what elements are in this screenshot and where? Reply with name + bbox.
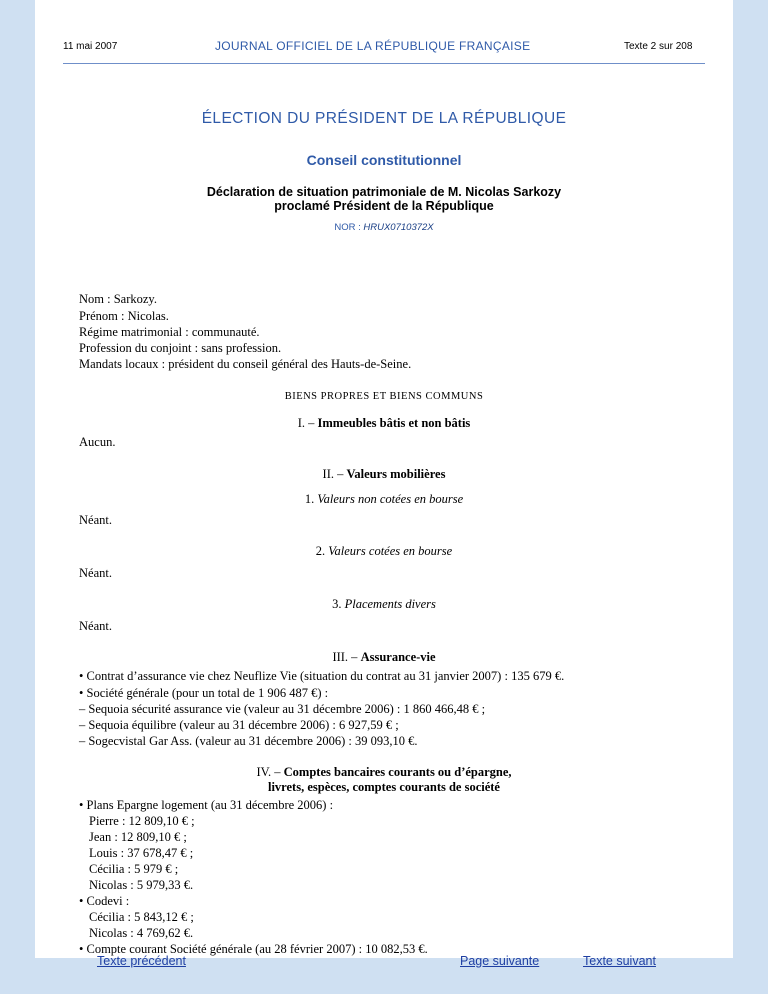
assurance-line-4: – Sequoia équilibre (valeur au 31 décembre 2006) : 6 927,59 € ; (79, 718, 399, 732)
nor-label: NOR : (334, 222, 361, 233)
section-1-number: I. – (297, 416, 315, 430)
pel-item-pierre: Pierre : 12 809,10 € ; (89, 814, 195, 828)
section-2-heading (0, 467, 768, 482)
declaration-title-line1: Déclaration de situation patrimoniale de M. Nicolas Sarkozy (206, 185, 562, 199)
subsection-3-heading (0, 597, 768, 612)
declaration-title-line2: proclamé Président de la République (274, 199, 494, 213)
section-3-title: Assurance-vie (360, 650, 436, 664)
subsection-1-heading (0, 492, 768, 507)
header-divider (63, 63, 705, 64)
section-4-heading-line1 (0, 765, 768, 780)
next-page-link[interactable]: Page suivante (460, 954, 540, 968)
pel-item-jean: Jean : 12 809,10 € ; (89, 830, 187, 844)
assurance-line-5: – Sogecvistal Gar Ass. (valeur au 31 décembre 2006) : 39 093,10 €. (79, 734, 418, 748)
codevi-item-cecilia: Cécilia : 5 843,12 € ; (89, 910, 194, 924)
subsection-1-number: 1. (304, 492, 315, 506)
section-3-number: III. – (332, 650, 358, 664)
section-1-title: Immeubles bâtis et non bâtis (317, 416, 471, 430)
subsection-2-number: 2. (315, 544, 326, 558)
subsection-3-title: Placements divers (344, 597, 436, 611)
council-title: Conseil constitutionnel (306, 152, 462, 168)
section-4-number: IV. – (256, 765, 281, 779)
pel-item-louis: Louis : 37 678,47 € ; (89, 846, 194, 860)
text-number: Texte 2 sur 208 (624, 41, 693, 52)
compte-courant-line: • Compte courant Société générale (au 28 février 2007) : 10 082,53 €. (79, 942, 428, 956)
subsection-1-body: Néant. (79, 513, 112, 527)
pel-header: • Plans Epargne logement (au 31 décembre 2006) : (79, 798, 334, 812)
assurance-line-2: • Société générale (pour un total de 1 906 487 €) : (79, 686, 329, 700)
subsection-3-number: 3. (332, 597, 342, 611)
section-2-number: II. – (322, 467, 344, 481)
identity-profession-conjoint: Profession du conjoint : sans profession. (79, 341, 282, 355)
section-4-title-line2: livrets, espèces, comptes courants de société (267, 780, 500, 794)
section-1-body: Aucun. (79, 435, 116, 449)
subsection-2-body: Néant. (79, 566, 112, 580)
assurance-line-3: – Sequoia sécurité assurance vie (valeur au 31 décembre 2006) : 1 860 466,48 € ; (79, 702, 486, 716)
identity-mandats: Mandats locaux : président du conseil général des Hauts-de-Seine. (79, 357, 412, 371)
identity-prenom: Prénom : Nicolas. (79, 309, 169, 323)
header-date: 11 mai 2007 (63, 41, 118, 52)
section-3-heading (0, 650, 768, 665)
codevi-item-nicolas: Nicolas : 4 769,62 €. (89, 926, 194, 940)
subsection-3-body: Néant. (79, 619, 112, 633)
codevi-header: • Codevi : (79, 894, 130, 908)
identity-nom: Nom : Sarkozy. (79, 292, 157, 306)
section-4-title-line1: Comptes bancaires courants ou d’épargne, (283, 765, 512, 779)
subsection-2-title: Valeurs cotées en bourse (328, 544, 453, 558)
nor-code: HRUX0710372X (363, 222, 434, 233)
pel-item-nicolas: Nicolas : 5 979,33 €. (89, 878, 194, 892)
identity-regime: Régime matrimonial : communauté. (79, 325, 260, 339)
journal-title: JOURNAL OFFICIEL DE LA RÉPUBLIQUE FRANÇAISE (215, 39, 531, 53)
previous-text-link[interactable]: Texte précédent (97, 954, 186, 968)
next-text-link[interactable]: Texte suivant (583, 954, 656, 968)
assurance-line-1: • Contrat d’assurance vie chez Neuflize Vie (situation du contrat au 31 janvier 2007) : 135 679 €. (79, 669, 565, 683)
nor-reference (0, 222, 768, 233)
pel-item-cecilia: Cécilia : 5 979 € ; (89, 862, 179, 876)
biens-heading: BIENS PROPRES ET BIENS COMMUNS (284, 391, 484, 402)
section-1-heading (0, 416, 768, 431)
subsection-2-heading (0, 544, 768, 559)
section-2-title: Valeurs mobilières (346, 467, 446, 481)
section-title: ÉLECTION DU PRÉSIDENT DE LA RÉPUBLIQUE (201, 110, 567, 127)
subsection-1-title: Valeurs non cotées en bourse (317, 492, 464, 506)
